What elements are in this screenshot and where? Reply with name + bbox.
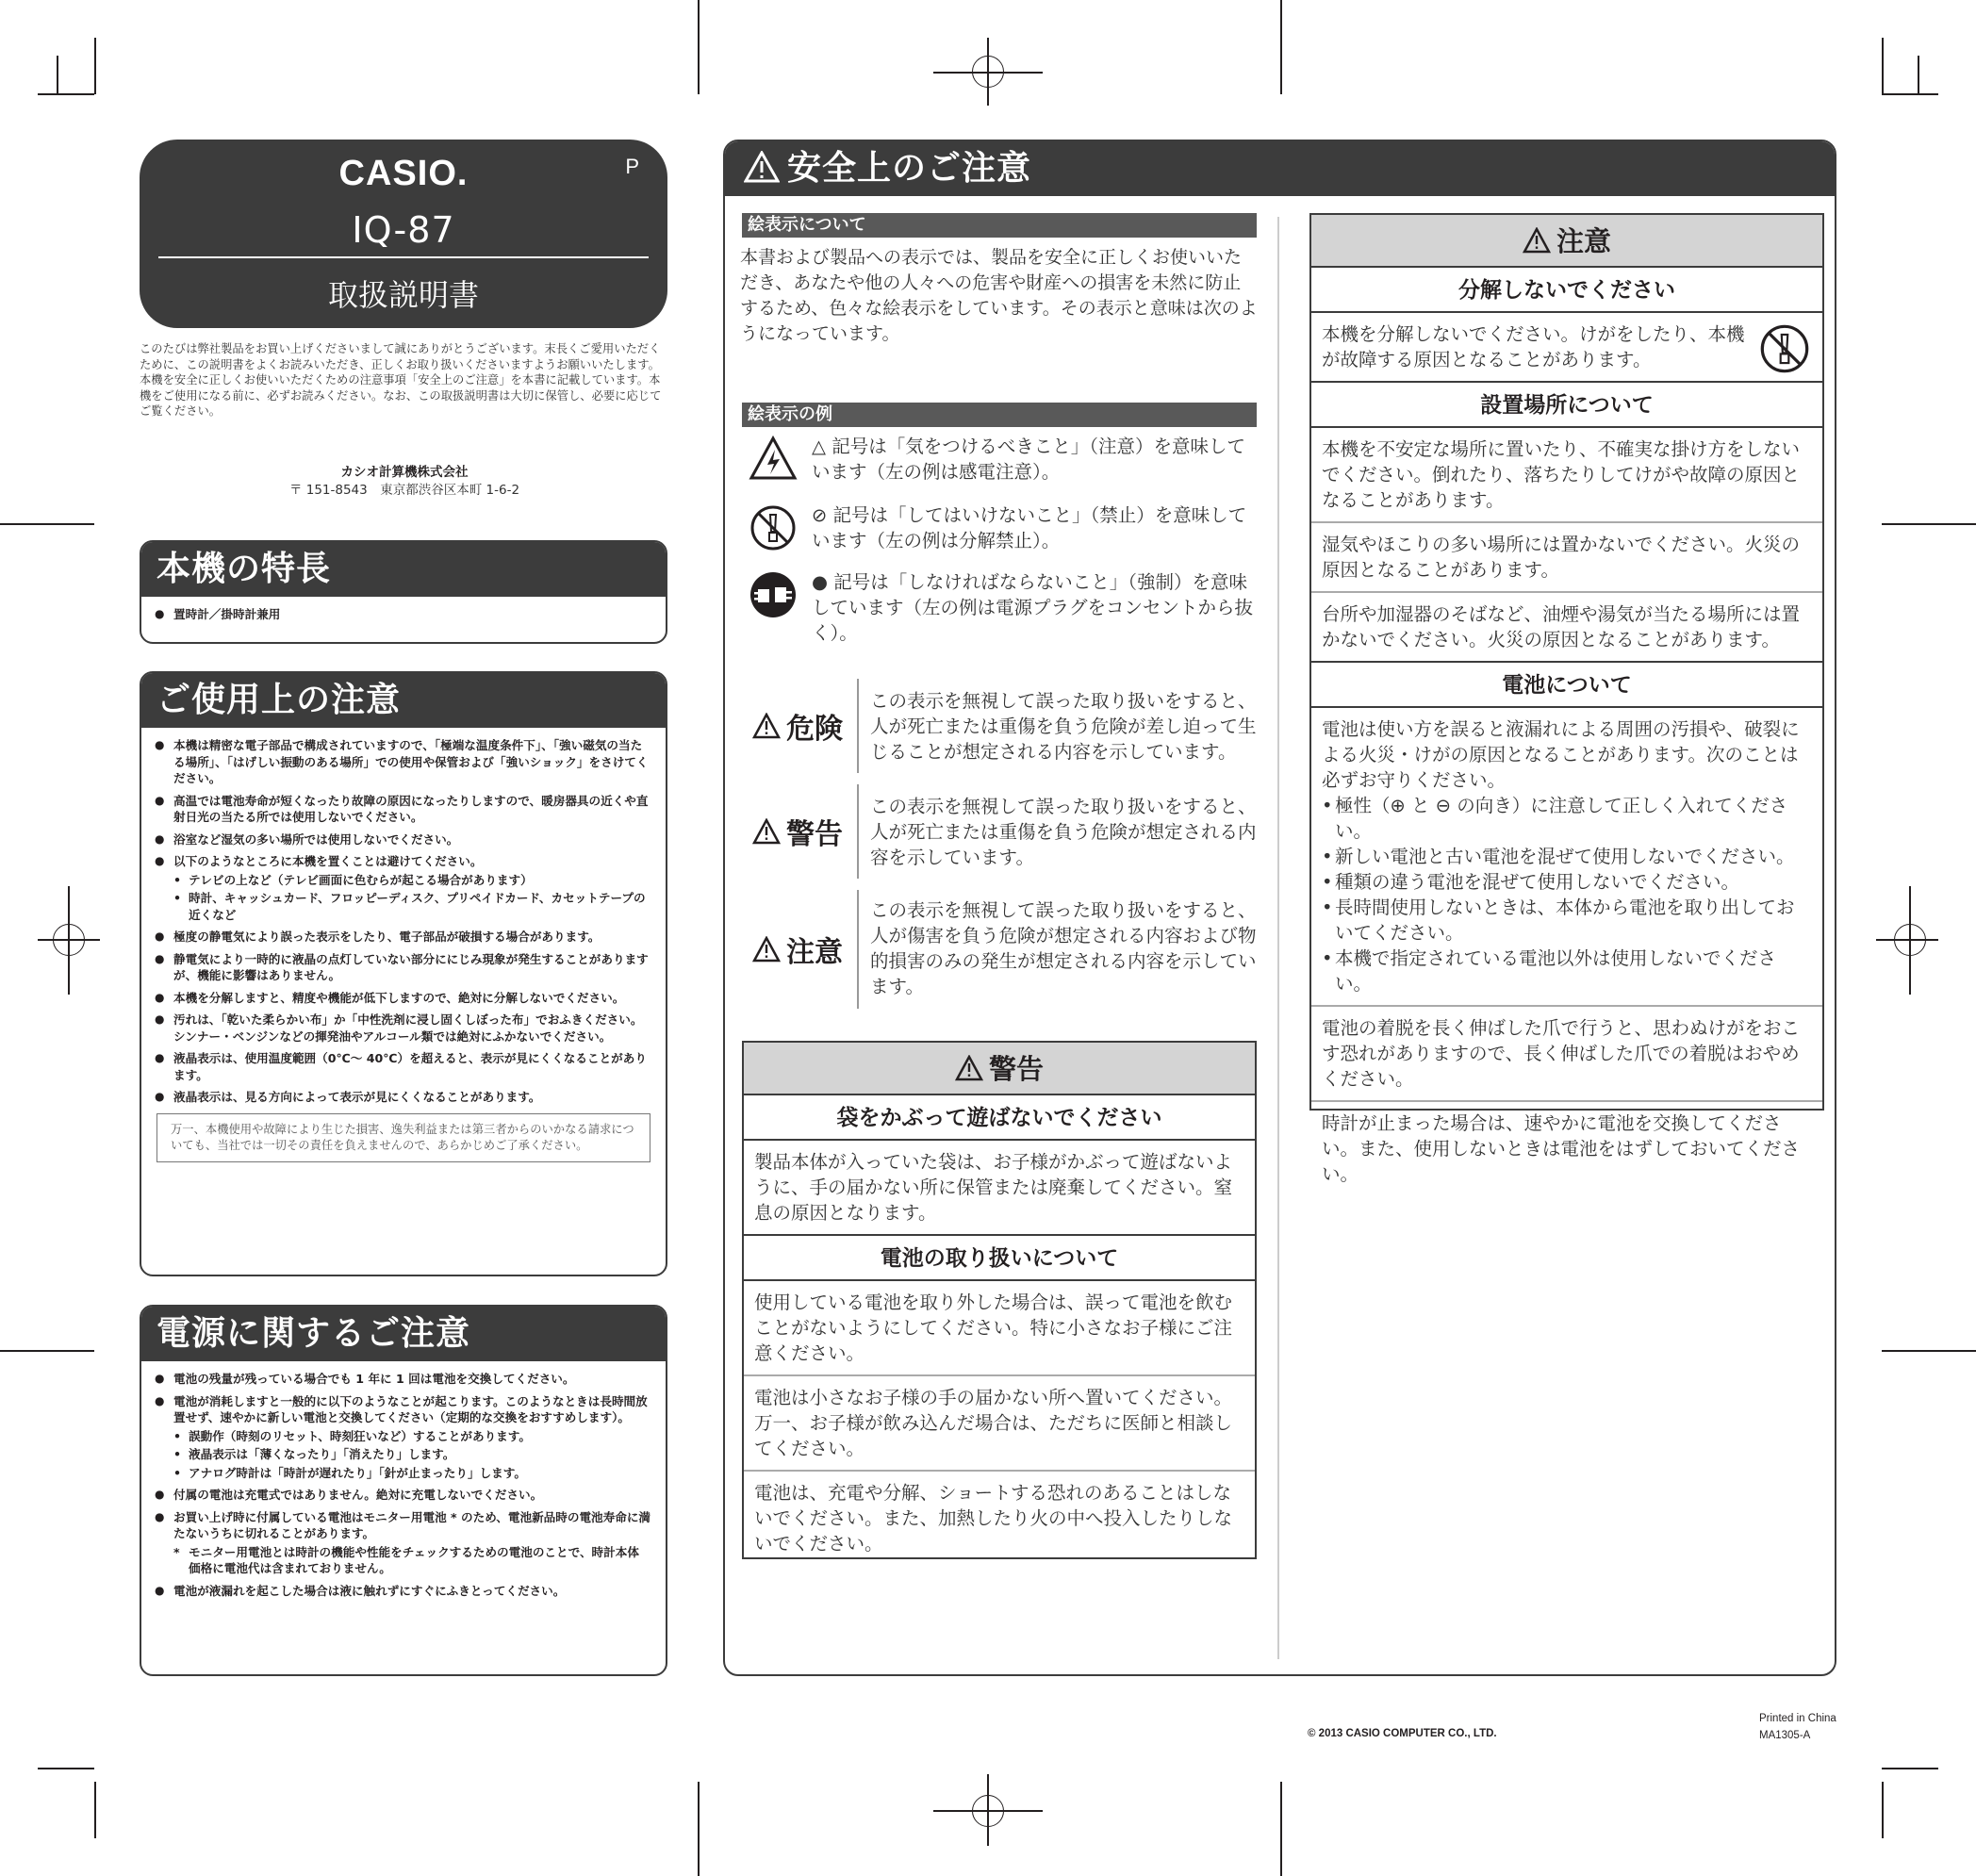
warning-triangle-icon — [752, 713, 781, 739]
warning-label-text: 警告 — [786, 818, 843, 851]
level-divider — [857, 679, 859, 773]
caution-box-title-text: 注意 — [1556, 225, 1611, 257]
danger-label — [742, 679, 853, 773]
caution-text: 時計が止まった場合は、速やかに電池を交換してください。また、使用しないときは電池をはずしておいてください。 — [1322, 1112, 1801, 1185]
examples-heading: 絵表示の例 — [742, 403, 1257, 427]
warning-text: 電池は小さなお子様の手の届かない所へ置いてください。万一、お子様が飲み込んだ場合は、ただちに医師と相談してください。 — [744, 1376, 1255, 1472]
level-divider — [857, 784, 859, 879]
warning-text: 使用している電池を取り外した場合は、誤って電池を飲むことがないようにしてください。特に小さなお子様にご注意ください。 — [744, 1281, 1255, 1376]
danger-level — [742, 679, 1257, 773]
power-subitem: • 誤動作（時刻のリセット、時刻狂いなど）することがあります。 — [155, 1428, 650, 1445]
caution-text: 本機を分解しないでください。けがをしたり、本機が故障する原因となることがあります。 — [1322, 323, 1745, 370]
caution-label-text: 注意 — [786, 936, 843, 969]
example-text: △ 記号は「気をつけるべきこと」（注意）を意味しています（左の例は感電注意）。 — [812, 436, 1245, 483]
battery-rules — [1311, 708, 1822, 1007]
company-name: カシオ計算機株式会社 — [340, 465, 469, 480]
feature-item: ● 置時計／掛時計兼用 — [155, 606, 650, 623]
usage-item: ● 高温では電池寿命が短くなったり故障の原因になったりしますので、暖房器具の近くや直射日光の当たる所では使用しないでください。 — [155, 793, 650, 826]
print-info — [1759, 1710, 1836, 1744]
power-item: ● 電池が消耗しますと一般的に以下のようなことが起こります。このようなときは長時間放置せず、速やかに新しい電池と交換してください（定期的な交換をおすすめします）。 — [155, 1393, 650, 1426]
company-address: 〒 151-8543 東京都渋谷区本町 1-6-2 — [288, 483, 520, 498]
battery-rule-item: • 新しい電池と古い電池を混ぜて使用しないでください。 — [1322, 844, 1812, 869]
caution-box — [1309, 213, 1824, 1185]
safety-title-text: 安全上のご注意 — [787, 149, 1032, 188]
caution-text: 電池の着脱を長く伸ばした爪で行うと、思わぬけがをおこす恐れがありますので、長く伸ばした爪での着脱はおやめください。 — [1311, 1007, 1822, 1102]
warning-subheading: 電池の取り扱いについて — [744, 1236, 1255, 1281]
usage-subitem: • 時計、キャッシュカード、フロッピーディスク、プリペイドカード、カセットテープの近くなど — [155, 890, 650, 923]
usage-item: ● 液晶表示は、使用温度範囲（0℃～ 40℃）を超えると、表示が見にくくなることがあります。 — [155, 1050, 650, 1083]
caution-box-title — [1311, 215, 1822, 268]
example-text: ⊘ 記号は「してはいけないこと」（禁止）を意味しています（左の例は分解禁止）。 — [812, 504, 1247, 551]
battery-rule-item: • 本機で指定されている電池以外は使用しないでください。 — [1322, 946, 1812, 996]
warning-level — [742, 784, 1257, 879]
caution-text: この表示を無視して誤った取り扱いをすると、人が傷害を負う危険が想定される内容および物的損害のみの発生が想定される内容を示しています。 — [870, 899, 1257, 997]
caution-subheading: 設置場所について — [1311, 383, 1822, 428]
caution-text: 湿気やほこりの多い場所には置かないでください。火災の原因となることがあります。 — [1311, 523, 1822, 593]
casio-logo: CASIO. — [338, 154, 469, 193]
unplug-icon — [749, 570, 798, 619]
features-title: 本機の特長 — [141, 542, 666, 597]
printed-in: Printed in China — [1759, 1713, 1836, 1724]
power-subitem: • アナログ時計は「時計が遅れたり」「針が止まったり」します。 — [155, 1465, 650, 1482]
power-item: ● 付属の電池は充電式ではありません。絶対に充電しないでください。 — [155, 1487, 650, 1504]
power-item: ● 電池が液漏れを起こした場合は液に触れずにすぐにふきとってください。 — [155, 1583, 650, 1600]
usage-item: ● 本機は精密な電子部品で構成されていますので、「極端な温度条件下」、「強い磁気の当たる場所」、「はげしい振動のある場所」での使用や保管および「強いショック」をさけてください。 — [155, 737, 650, 787]
product-header — [140, 140, 667, 328]
intro-paragraph: 本機を安全に正しくお使いいただくための注意事項「安全上のご注意」を本書に記載しています。本機をご使用になる前に、必ずお読みください。なお、この取扱説明書は大切に保管し、必要に応じてご覧ください。 — [140, 373, 662, 418]
caution-subheading: 分解しないでください — [1311, 268, 1822, 313]
level-divider — [857, 890, 859, 1009]
region-mark: P — [625, 155, 639, 178]
usage-section — [140, 671, 667, 1276]
caution-text: 台所や加湿器のそばなど、油煙や湯気が当たる場所には置かないでください。火災の原因となることがあります。 — [1311, 593, 1822, 663]
caution-subheading: 電池について — [1311, 663, 1822, 708]
safety-panel — [723, 140, 1836, 1676]
disclaimer-box: 万一、本機使用や故障により生じた損害、逸失利益または第三者からのいかなる請求についても、当社では一切その責任を負えませんので、あらかじめご了承ください。 — [156, 1113, 650, 1162]
column-divider — [1277, 217, 1279, 1659]
power-item: ● お買い上げ時に付属している電池はモニター用電池 * のため、電池新品時の電池寿命に満たないうちに切れることがあります。 — [155, 1509, 650, 1542]
usage-item: ● 汚れは、「乾いた柔らかい布」か「中性洗剤に浸し固くしぼった布」でおふきください。シンナー・ベンジンなどの揮発油やアルコール類では絶対にふかないでください。 — [155, 1012, 650, 1045]
battery-rule-item: • 極性（⊕ と ⊖ の向き）に注意して正しく入れてください。 — [1322, 793, 1812, 844]
pictogram-heading: 絵表示について — [742, 213, 1257, 238]
battery-rule-item: • 長時間使用しないときは、本体から電池を取り出しておいてください。 — [1322, 895, 1812, 946]
usage-item: ● 極度の静電気により誤った表示をしたり、電子部品が破損する場合があります。 — [155, 929, 650, 946]
example-text: ● 記号は「しなければならないこと」（強制）を意味しています（左の例は電源プラグをコンセントから抜く）。 — [812, 571, 1254, 644]
model-name: IQ-87 — [352, 209, 455, 251]
usage-item: ● 浴室など湿気の多い場所では使用しないでください。 — [155, 831, 650, 848]
copyright: © 2013 CASIO COMPUTER CO., LTD. — [1308, 1728, 1497, 1739]
manual-title: 取扱説明書 — [327, 277, 479, 313]
caution-text: 本機を不安定な場所に置いたり、不確実な掛け方をしないでください。倒れたり、落ちたりしてけがや故障の原因となることがあります。 — [1311, 428, 1822, 523]
warning-text: この表示を無視して誤った取り扱いをすると、人が死亡または重傷を負う危険が想定される内容を示しています。 — [870, 796, 1257, 868]
warning-triangle-icon — [1523, 227, 1551, 254]
power-title: 電源に関するご注意 — [141, 1307, 666, 1361]
intro-paragraph: このたびは弊社製品をお買い上げくださいまして誠にありがとうございます。末長くご愛用いただくために、この説明書をよくお読みいただき、正しくお取り扱いくださいますようお願いいたします。 — [140, 342, 661, 371]
warning-text: 電池は、充電や分解、ショートする恐れのあることはしないでください。また、加熱したり火の中へ投入したりしないでください。 — [754, 1482, 1233, 1555]
caution-text: 電池は使い方を誤ると液漏れによる周囲の汚損や、破裂による火災・けがの原因となることがあります。次のことは必ずお守りください。 — [1322, 718, 1800, 791]
warning-label — [742, 784, 853, 879]
usage-subitem: • テレビの上など（テレビ画面に色むらが起こる場合があります） — [155, 872, 650, 889]
usage-item: ● 静電気により一時的に液晶の点灯していない部分ににじみ現象が発生することがありますが、機能に影響はありません。 — [155, 951, 650, 984]
warning-box-title-text: 警告 — [988, 1053, 1044, 1085]
pictogram-text: 本書および製品への表示では、製品を安全に正しくお使いいただき、あなたや他の人々への危害や財産への損害を未然に防止するため、色々な絵表示をしています。その表示と意味は次のようになっています。 — [740, 247, 1258, 344]
usage-title: ご使用上の注意 — [141, 673, 666, 728]
usage-item: ● 液晶表示は、見る方向によって表示が見にくくなることがあります。 — [155, 1089, 650, 1106]
document-code: MA1305-A — [1759, 1730, 1811, 1741]
warning-triangle-icon — [752, 936, 781, 963]
electric-shock-caution-icon — [749, 435, 798, 484]
warning-triangle-icon — [955, 1055, 983, 1081]
power-note: * モニター用電池とは時計の機能や性能をチェックするための電池のことで、時計本体価格に電池代は含まれておりません。 — [155, 1544, 650, 1577]
power-section — [140, 1305, 667, 1676]
warning-subheading: 袋をかぶって遊ばないでください — [744, 1095, 1255, 1141]
usage-item: ● 以下のようなところに本機を置くことは避けてください。 — [155, 853, 650, 870]
caution-label — [742, 890, 853, 1009]
power-item: ● 電池の残量が残っている場合でも 1 年に 1 回は電池を交換してください。 — [155, 1371, 650, 1388]
power-subitem: • 液晶表示は「薄くなったり」「消えたり」します。 — [155, 1446, 650, 1463]
warning-text: 製品本体が入っていた袋は、お子様がかぶって遊ばないように、手の届かない所に保管または廃棄してください。窒息の原因となります。 — [744, 1141, 1255, 1236]
safety-title — [725, 141, 1835, 196]
caution-level — [742, 890, 1257, 1009]
features-section — [140, 540, 667, 644]
no-disassembly-icon — [749, 503, 798, 552]
danger-label-text: 危険 — [786, 713, 843, 746]
intro-text — [140, 341, 669, 420]
warning-triangle-icon — [744, 151, 780, 183]
header-divider — [158, 256, 649, 258]
warning-box — [742, 1041, 1257, 1559]
usage-item: ● 本機を分解しますと、精度や機能が低下しますので、絶対に分解しないでください。 — [155, 990, 650, 1007]
warning-triangle-icon — [752, 818, 781, 845]
no-disassembly-icon — [1758, 322, 1811, 375]
warning-box-title — [744, 1043, 1255, 1095]
danger-text: この表示を無視して誤った取り扱いをすると、人が死亡または重傷を負う危険が差し迫って生じることが想定される内容を示しています。 — [870, 690, 1257, 763]
battery-rule-item: • 種類の違う電池を混ぜて使用しないでください。 — [1322, 869, 1812, 895]
caution-text-block — [1311, 313, 1822, 383]
